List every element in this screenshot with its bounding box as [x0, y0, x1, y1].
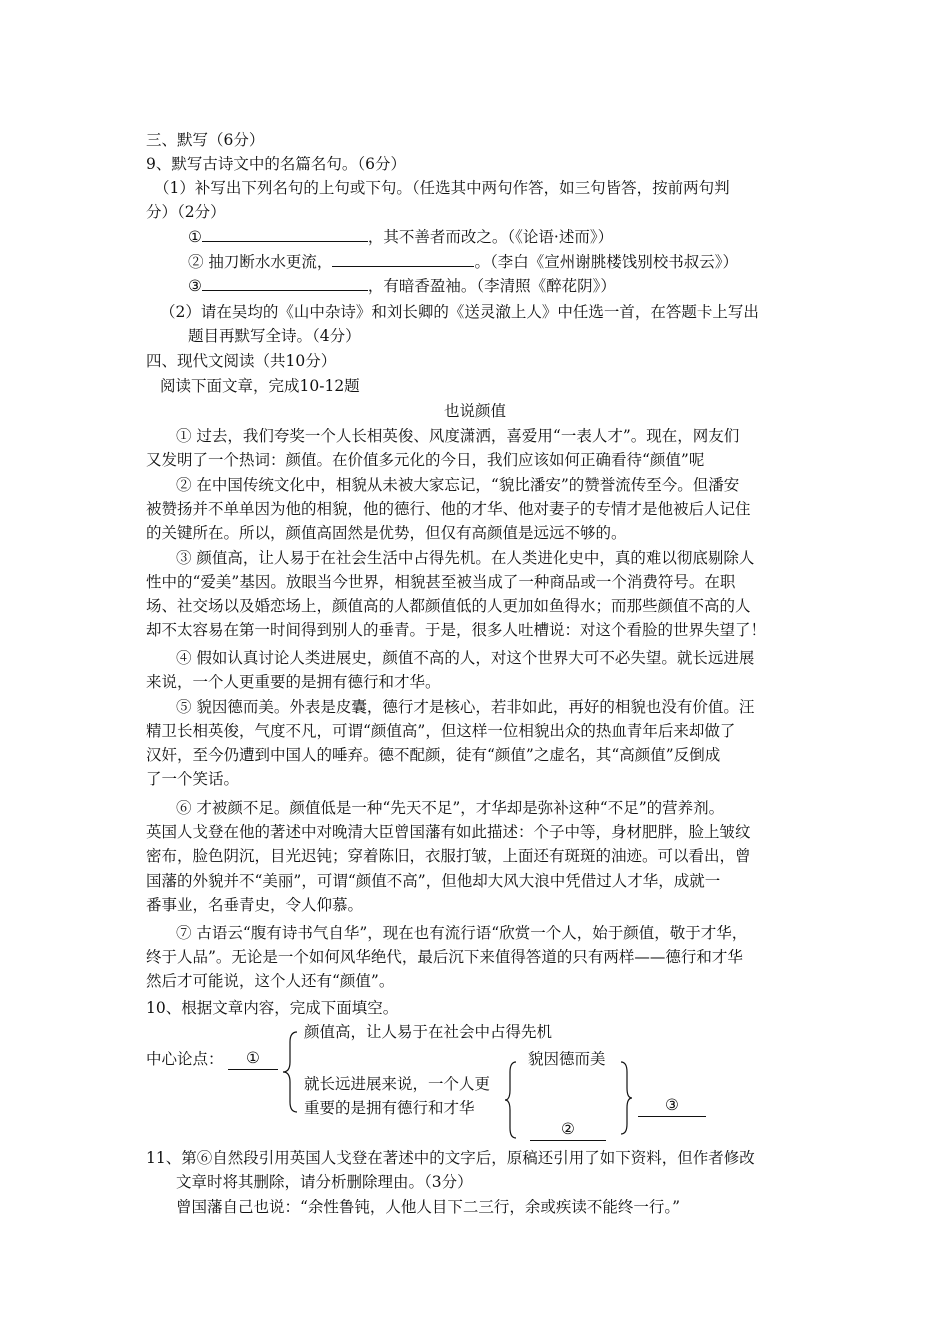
paragraph-line: 国藩的外貌并不“美丽”，可谓“颜值不高”，但他却大风大浪中凭借过人才华，成就一	[146, 872, 721, 890]
paragraph-line: 来说，一个人更重要的是拥有德行和才华。	[146, 673, 441, 691]
q9-item3	[188, 274, 616, 298]
paragraph-line: 却不太容易在第一时间得到别人的垂青。于是，很多人吐槽说：对这个看脸的世界失望了！	[146, 621, 767, 639]
item3-blank[interactable]	[202, 274, 368, 291]
paragraph-line: 然后才可能说，这个人还有“颜值”。	[146, 972, 395, 990]
sub-brace-right	[620, 1060, 632, 1136]
paragraph-line: 终于人品”。无论是一个如何风华绝代，最后沉下来值得答道的只有两样——德行和才华	[146, 948, 743, 966]
branch-top: 颜值高，让人易于在社会中占得先机	[304, 1023, 553, 1041]
sub-brace-left	[505, 1060, 517, 1140]
paragraph-line: ④ 假如认真讨论人类进展史，颜值不高的人，对这个世界大可不必失望。就长远进展	[176, 649, 755, 667]
paragraph-line: 又发明了一个热词：颜值。在价值多元化的今日，我们应该如何正确看待“颜值”呢	[146, 451, 705, 469]
q9-title: 9、默写古诗文中的名篇名句。（6分）	[146, 155, 406, 173]
sub-top: 貌因德而美	[528, 1050, 606, 1068]
q11-quote: 曾国藩自己也说：“余性鲁钝，人他人目下二三行，余或疾读不能终一行。”	[176, 1198, 681, 1216]
item2-blank[interactable]	[332, 250, 474, 267]
paragraph-line: ① 过去，我们夸奖一个人长相英俊、风度潇洒，喜爱用“一表人才”。现在，网友们	[176, 427, 740, 445]
paragraph-line: 了一个笑话。	[146, 770, 240, 788]
blank-3-label: ③	[665, 1096, 679, 1114]
q11-line1: 11、第⑥自然段引用英国人戈登在著述中的文字后，原稿还引用了如下资料，但作者修改	[146, 1149, 755, 1167]
paragraph-line: ⑥ 才被颜不足。颜值低是一种“先天不足”，才华却是弥补这种“不足”的营养剂。	[176, 799, 725, 817]
q9-part2-line1: （2）请在吴均的《山中杂诗》和刘长卿的《送灵澈上人》中任选一首，在答题卡上写出	[160, 303, 759, 321]
paragraph-line: 番事业，名垂青史，令人仰慕。	[146, 896, 364, 914]
q9-item1	[188, 225, 613, 249]
blank-1[interactable]	[228, 1047, 278, 1070]
paragraph-line: 密布，脸色阴沉，目光迟钝；穿着陈旧，衣服打皱，上面还有斑斑的油迹。可以看出，曾	[146, 847, 751, 865]
q11-line2: 文章时将其删除，请分析删除理由。（3分）	[176, 1173, 473, 1191]
paragraph-line: 场、社交场以及婚恋场上，颜值高的人都颜值低的人更加如鱼得水；而那些颜值不高的人	[146, 597, 751, 615]
q10-title: 10、根据文章内容，完成下面填空。	[146, 999, 399, 1017]
blank-1-label: ①	[246, 1049, 260, 1067]
section3-heading: 三、默写（6分）	[146, 131, 265, 149]
q9-item2	[188, 250, 738, 274]
main-brace	[282, 1030, 298, 1114]
section4-intro: 阅读下面文章，完成10-12题	[160, 377, 360, 395]
q9-part1-line1: （1）补写出下列名句的上句或下句。（任选其中两句作答，如三句皆答，按前两句判	[154, 179, 730, 197]
q9-part1-line2: 分）（2分）	[146, 203, 226, 221]
item2-text1: ② 抽刀断水水更流，	[188, 253, 333, 271]
item3-text: ，有暗香盈袖。（李清照《醉花阴》）	[367, 277, 616, 295]
paragraph-line: ⑦ 古语云“腹有诗书气自华”，现在也有流行语“欣赏一个人，始于颜值，敬于才华，	[176, 924, 748, 942]
q9-part2-line2: 题目再默写全诗。（4分）	[188, 327, 361, 345]
paragraph-line: 汉奸，至今仍遭到中国人的唾弃。德不配颜，徒有“颜值”之虚名，其“高颜值”反倒成	[146, 746, 721, 764]
blank-2-label: ②	[561, 1120, 575, 1138]
item1-number: ①	[188, 228, 202, 246]
branch-bottom-line1: 就长远进展来说，一个人更	[304, 1075, 491, 1093]
blank-3[interactable]	[638, 1094, 706, 1117]
item3-number: ③	[188, 277, 202, 295]
paragraph-line: 精卫长相英俊，气度不凡，可谓“颜值高”，但这样一位相貌出众的热血青年后来却做了	[146, 722, 736, 740]
paragraph-line: 性中的“爱美”基因。放眼当今世界，相貌甚至被当成了一种商品或一个消费符号。在职	[146, 573, 736, 591]
paragraph-line: 的关键所在。所以，颜值高固然是优势，但仅有高颜值是远远不够的。	[146, 524, 627, 542]
blank-2[interactable]	[530, 1118, 606, 1141]
item1-text: ，其不善者而改之。（《论语·述而》）	[367, 228, 614, 246]
article-title: 也说颜值	[443, 402, 506, 420]
item2-text2: 。（李白《宣州谢朓楼饯别校书叔云》）	[474, 253, 738, 271]
paragraph-line: 英国人戈登在他的著述中对晚清大臣曾国藩有如此描述：个子中等，身材肥胖，脸上皱纹	[146, 823, 751, 841]
item1-blank[interactable]	[202, 225, 368, 242]
center-thesis-label: 中心论点：	[146, 1050, 224, 1068]
paragraph-line: ② 在中国传统文化中，相貌从未被大家忘记，“貌比潘安”的赞誉流传至今。但潘安	[176, 476, 740, 494]
paragraph-line: ⑤ 貌因德而美。外表是皮囊，德行才是核心，若非如此，再好的相貌也没有价值。汪	[176, 698, 755, 716]
section4-heading: 四、现代文阅读（共10分）	[146, 352, 337, 370]
paragraph-line: 被赞扬并不单单因为他的相貌，他的德行、他的才华、他对妻子的专情才是他被后人记住	[146, 500, 751, 518]
paragraph-line: ③ 颜值高，让人易于在社会生活中占得先机。在人类进化史中，真的难以彻底剔除人	[176, 549, 755, 567]
branch-bottom-line2: 重要的是拥有德行和才华	[304, 1099, 475, 1117]
